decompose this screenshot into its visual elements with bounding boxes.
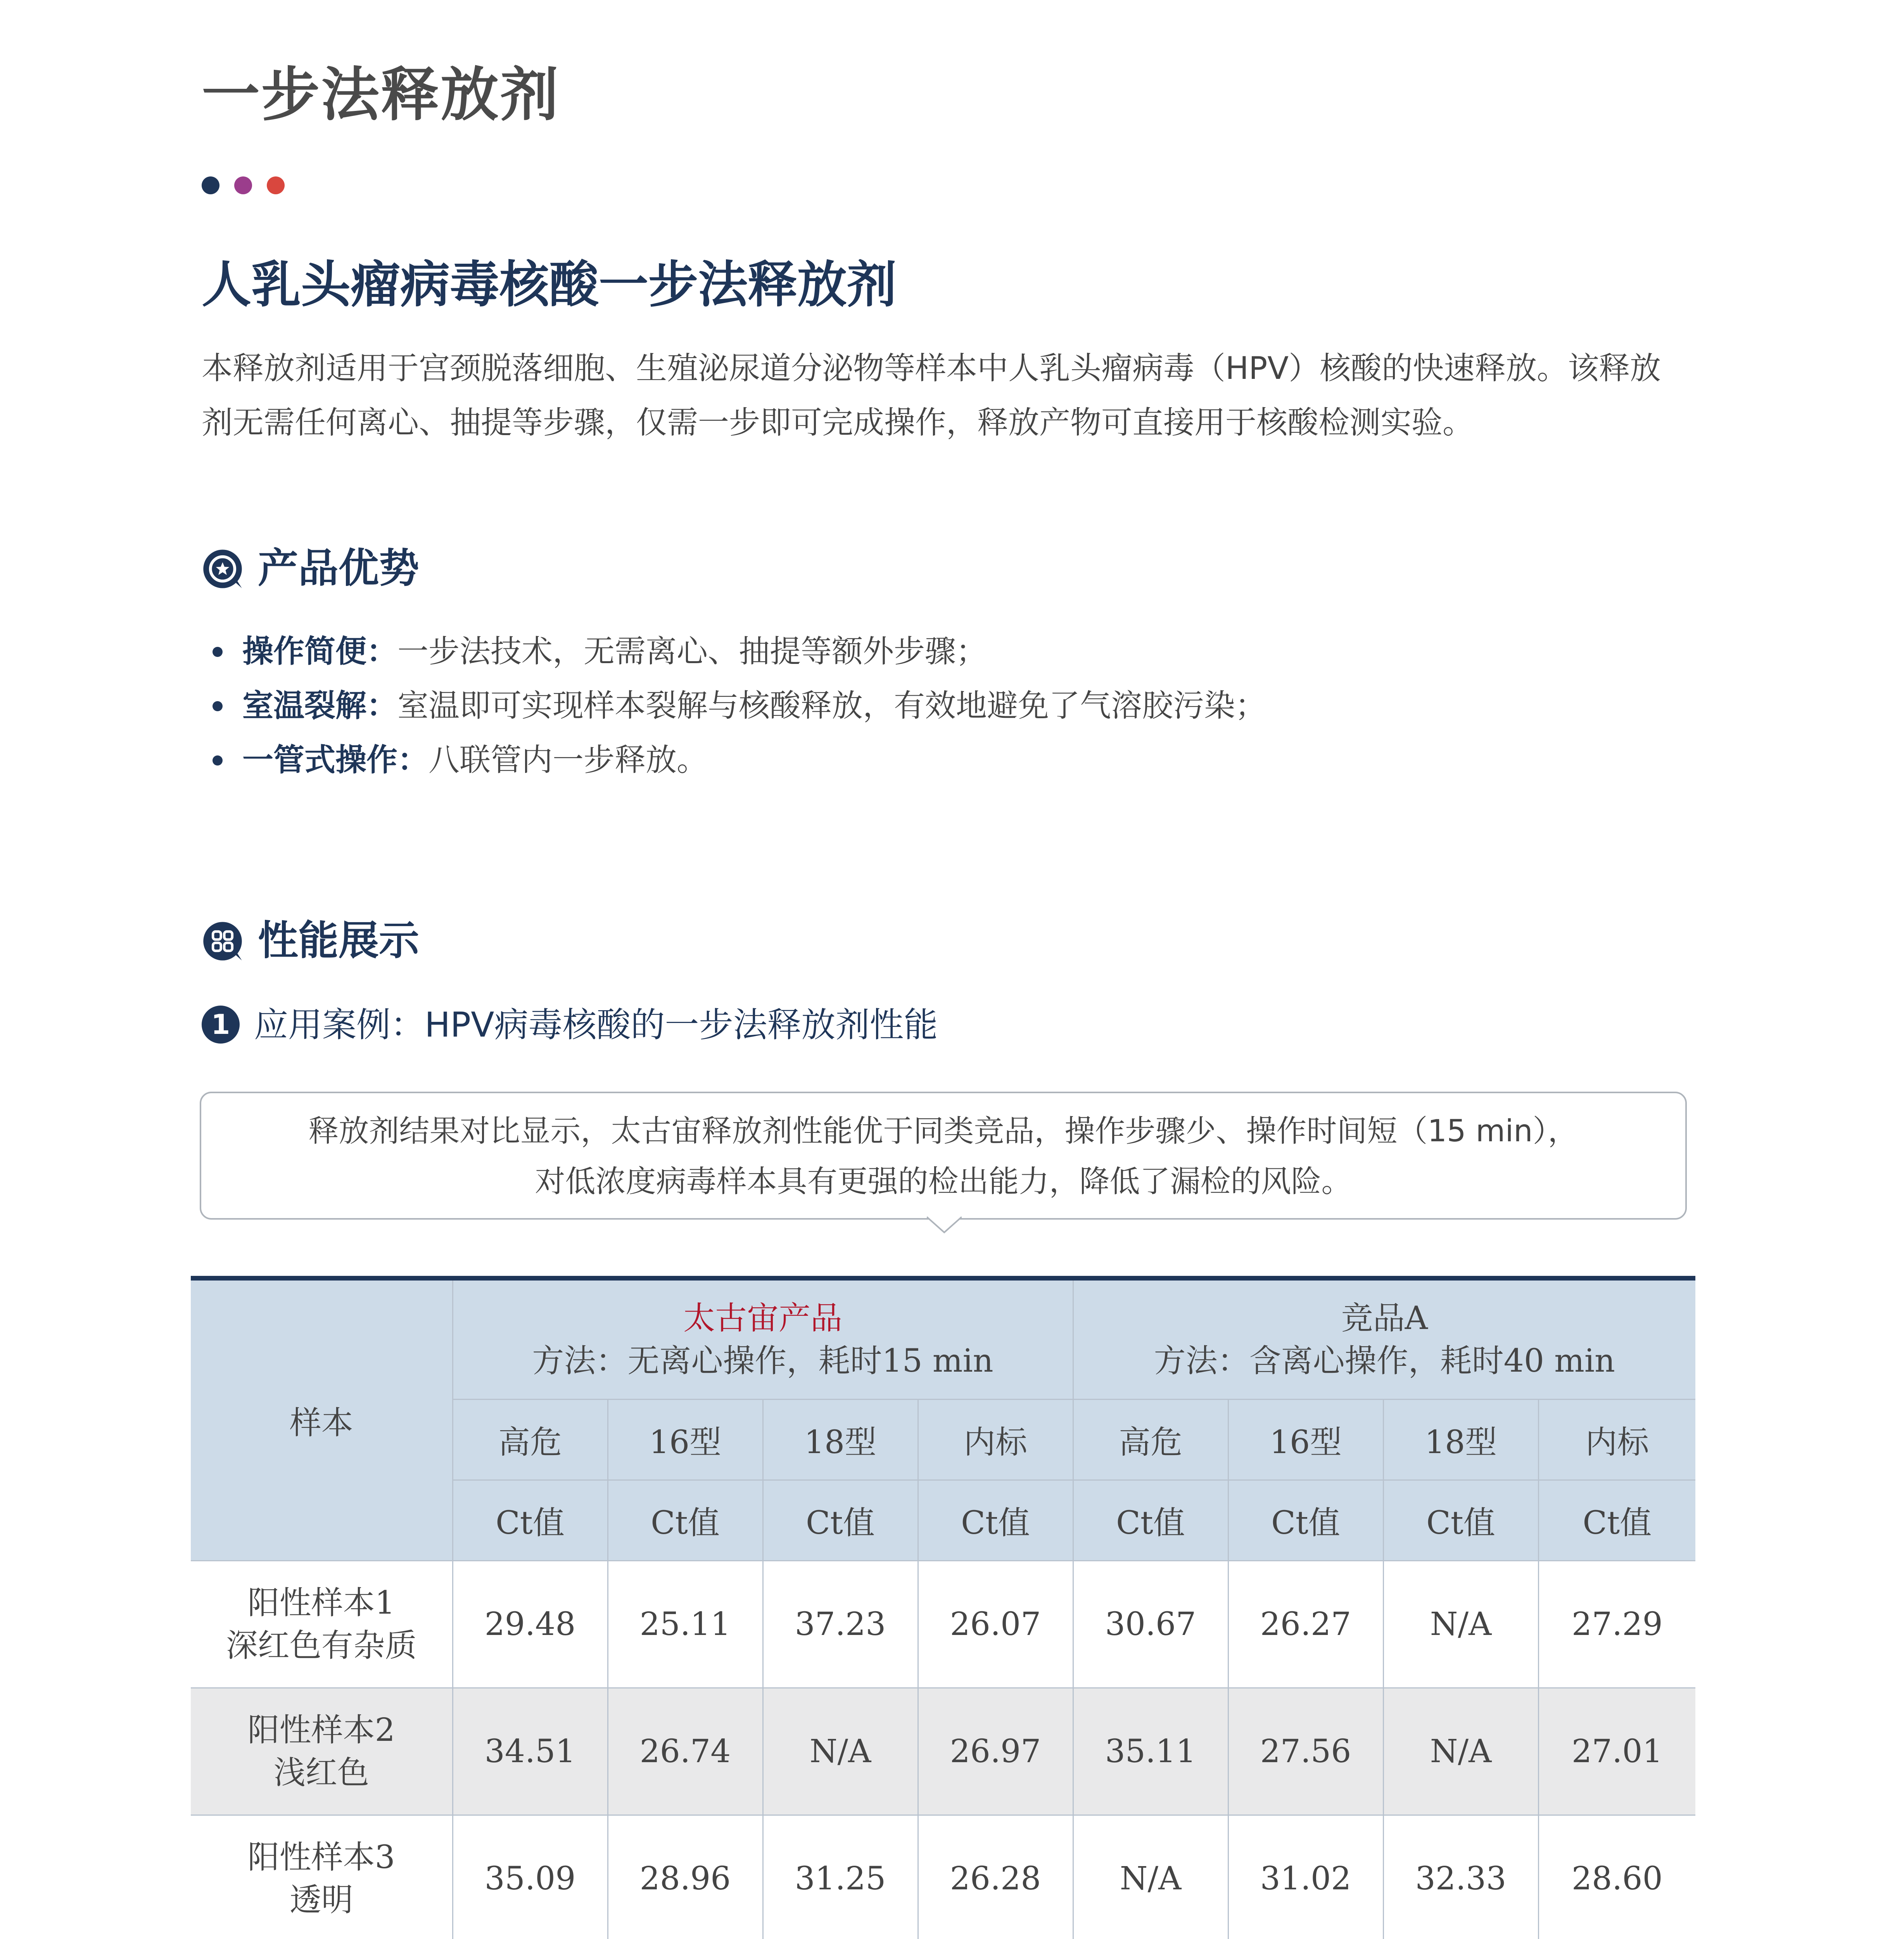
unit-cell: Ct值 [1383, 1480, 1538, 1561]
case-number-badge: 1 [202, 1006, 240, 1044]
unit-cell: Ct值 [608, 1480, 763, 1561]
callout-pointer [927, 1216, 962, 1234]
bullet-icon [213, 701, 223, 711]
product-title: 人乳头瘤病毒核酸一步法释放剂 [202, 256, 897, 314]
value-cell: 28.96 [608, 1815, 763, 1939]
value-cell: N/A [763, 1688, 918, 1815]
advantage-key: 操作简便： [242, 633, 397, 669]
intro-line: 剂无需任何离心、抽提等步骤，仅需一步即可完成操作，释放产物可直接用于核酸检测实验。 [202, 404, 1474, 441]
unit-cell: Ct值 [918, 1480, 1073, 1561]
value-cell: 31.25 [763, 1815, 918, 1939]
group-header-competitor [1073, 1278, 1695, 1400]
intro-line: 本释放剂适用于宫颈脱落细胞、生殖泌尿道分泌物等样本中人乳头瘤病毒（HPV）核酸的快速释放。该释放 [202, 350, 1661, 386]
advantage-key: 一管式操作： [242, 742, 428, 778]
dot-purple [234, 176, 252, 194]
case-title: 应用案例：HPV病毒核酸的一步法释放剂性能 [254, 1005, 938, 1045]
value-cell: 28.60 [1538, 1815, 1695, 1939]
table-row [191, 1815, 1695, 1939]
table-row [191, 1688, 1695, 1815]
value-cell: 27.29 [1538, 1561, 1695, 1688]
value-cell: 26.97 [918, 1688, 1073, 1815]
callout-line: 释放剂结果对比显示，太古宙释放剂性能优于同类竞品，操作步骤少、操作时间短（15 min）， [308, 1114, 1578, 1149]
star-badge-icon [202, 548, 244, 590]
sample-name: 阳性样本1 [247, 1584, 395, 1621]
advantages-heading-text: 产品优势 [258, 544, 420, 592]
unit-cell: Ct值 [1538, 1480, 1695, 1561]
value-cell: 35.11 [1073, 1688, 1228, 1815]
value-cell: 26.28 [918, 1815, 1073, 1939]
subheader-cell: 16型 [608, 1400, 763, 1480]
value-cell: 25.11 [608, 1561, 763, 1688]
value-cell: N/A [1383, 1561, 1538, 1688]
value-cell: 27.56 [1228, 1688, 1383, 1815]
sample-column-header: 样本 [191, 1278, 453, 1561]
subheader-cell: 18型 [763, 1400, 918, 1480]
advantages-list [209, 624, 1722, 787]
list-item [209, 624, 1722, 679]
advantage-text: 一步法技术，无需离心、抽提等额外步骤； [397, 633, 987, 669]
subheader-cell: 高危 [1073, 1400, 1228, 1480]
sample-cell [191, 1688, 453, 1815]
comparison-table [191, 1276, 1695, 1939]
sample-cell [191, 1561, 453, 1688]
page-title: 一步法释放剂 [202, 61, 560, 129]
group-name: 太古宙产品 [683, 1300, 843, 1337]
bullet-icon [213, 647, 223, 657]
advantage-text: 室温即可实现样本裂解与核酸释放，有效地避免了气溶胶污染； [397, 688, 1266, 724]
bullet-icon [213, 755, 223, 766]
dot-navy [202, 176, 219, 194]
sample-desc: 浅红色 [273, 1754, 369, 1791]
subheader-cell: 16型 [1228, 1400, 1383, 1480]
group-method: 方法：含离心操作，耗时40 min [1154, 1342, 1615, 1379]
list-item [209, 733, 1722, 787]
dot-red [267, 176, 285, 194]
subheader-cell: 内标 [1538, 1400, 1695, 1480]
value-cell: 31.02 [1228, 1815, 1383, 1939]
table-row [191, 1561, 1695, 1688]
unit-cell: Ct值 [453, 1480, 608, 1561]
list-item [209, 679, 1722, 733]
group-header-ours [453, 1278, 1073, 1400]
group-name: 竞品A [1341, 1300, 1428, 1337]
result-callout [200, 1092, 1687, 1220]
callout-line: 对低浓度病毒样本具有更强的检出能力，降低了漏检的风险。 [535, 1164, 1352, 1199]
unit-cell: Ct值 [1073, 1480, 1228, 1561]
unit-cell: Ct值 [1228, 1480, 1383, 1561]
sample-name: 阳性样本2 [247, 1711, 395, 1749]
value-cell: 29.48 [453, 1561, 608, 1688]
value-cell: N/A [1383, 1688, 1538, 1815]
value-cell: 26.07 [918, 1561, 1073, 1688]
product-intro [202, 341, 1737, 450]
group-method: 方法：无离心操作，耗时15 min [532, 1342, 993, 1379]
value-cell: 32.33 [1383, 1815, 1538, 1939]
sample-desc: 透明 [289, 1881, 353, 1918]
advantage-key: 室温裂解： [242, 688, 397, 724]
unit-cell: Ct值 [763, 1480, 918, 1561]
subheader-cell: 高危 [453, 1400, 608, 1480]
grid-apps-icon [202, 920, 244, 962]
subheader-cell: 内标 [918, 1400, 1073, 1480]
value-cell: 37.23 [763, 1561, 918, 1688]
subheader-cell: 18型 [1383, 1400, 1538, 1480]
performance-heading-text: 性能展示 [258, 917, 420, 964]
sample-cell [191, 1815, 453, 1939]
sample-desc: 深红色有杂质 [226, 1627, 417, 1664]
value-cell: N/A [1073, 1815, 1228, 1939]
value-cell: 27.01 [1538, 1688, 1695, 1815]
value-cell: 34.51 [453, 1688, 608, 1815]
value-cell: 35.09 [453, 1815, 608, 1939]
value-cell: 30.67 [1073, 1561, 1228, 1688]
value-cell: 26.74 [608, 1688, 763, 1815]
value-cell: 26.27 [1228, 1561, 1383, 1688]
advantage-text: 八联管内一步释放。 [428, 742, 708, 778]
sample-name: 阳性样本3 [247, 1839, 395, 1876]
